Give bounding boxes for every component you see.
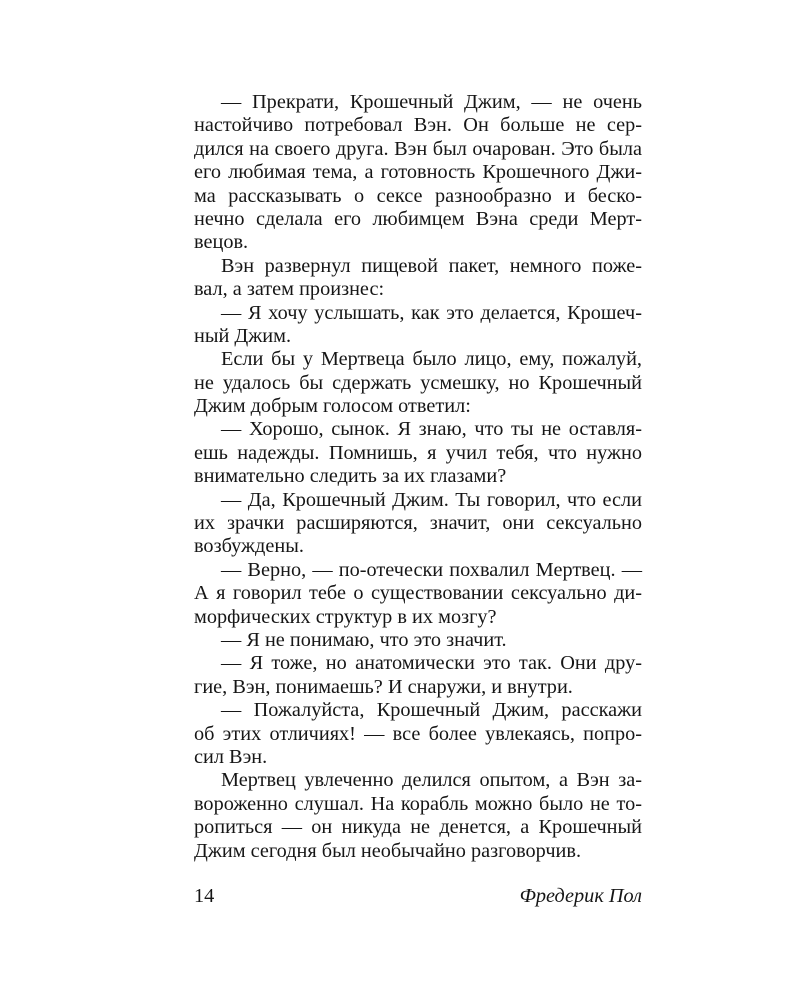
page-footer — [194, 883, 642, 909]
text-line: — Я не понимаю, что это значит. — [221, 628, 507, 651]
text-line: — Пожалуйста, Крошечный Джим, расскажи — [221, 699, 642, 722]
text-line: вал, а затем произнес: — [194, 278, 385, 301]
text-line: — Я хочу услышать, как это делается, Крошеч- — [221, 301, 642, 324]
text-line: Вэн развернул пищевой пакет, немного поже- — [221, 254, 642, 277]
running-author: Фредерик Пол — [519, 885, 642, 907]
text-line: их зрачки расширяются, значит, они сексуально — [194, 512, 642, 535]
text-line: ешь надежды. Помнишь, я учил тебя, что нужно — [194, 441, 642, 464]
text-line: внимательно следить за их глазами? — [194, 465, 507, 488]
text-line: его любимая тема, а готовность Крошечного Джи- — [194, 161, 642, 184]
text-line: — Прекрати, Крошечный Джим, — не очень — [221, 91, 642, 113]
text-line: вороженно слушал. На корабль можно было не то- — [194, 792, 642, 815]
text-line: об этих отличиях! — все более увлекаясь, попро- — [194, 722, 642, 745]
text-line: нечно сделала его любимцем Вэна среди Мерт- — [194, 207, 642, 230]
text-line: не удалось бы сдержать усмешку, но Крошечный — [194, 371, 642, 394]
text-line: сил Вэн. — [194, 745, 268, 768]
text-line: настойчиво потребовал Вэн. Он больше не сер- — [194, 114, 642, 137]
text-line: вецов. — [194, 231, 249, 254]
text-line: А я говорил тебе о существовании сексуально ди- — [194, 582, 642, 605]
text-line: — Верно, — по-отечески похвалил Мертвец. — — [221, 558, 642, 581]
text-line: Мертвец увлеченно делился опытом, а Вэн за- — [221, 769, 642, 792]
page-number: 14 — [194, 885, 215, 907]
text-line: гие, Вэн, понимаешь? И снаружи, и внутри. — [194, 675, 573, 698]
text-line: ный Джим. — [194, 324, 292, 347]
text-line: возбуждены. — [194, 535, 304, 558]
text-line: Если бы у Мертвеца было лицо, ему, пожалуй, — [221, 348, 642, 371]
text-line: морфических структур в их мозгу? — [194, 605, 497, 628]
text-line: ма рассказывать о сексе разнообразно и беско- — [194, 184, 642, 207]
body-text — [194, 91, 642, 863]
text-line: ропиться — он никуда не денется, а Крошечный — [194, 816, 642, 839]
text-line: — Да, Крошечный Джим. Ты говорил, что если — [221, 488, 642, 511]
text-line: — Я тоже, но анатомически это так. Они дру- — [221, 652, 642, 675]
text-line: Джим добрым голосом ответил: — [194, 395, 471, 418]
text-line: дился на своего друга. Вэн был очарован. Это была — [194, 137, 642, 160]
text-line: — Хорошо, сынок. Я знаю, что ты не оставля- — [221, 418, 642, 441]
text-line: Джим сегодня был необычайно разговорчив. — [194, 839, 582, 862]
